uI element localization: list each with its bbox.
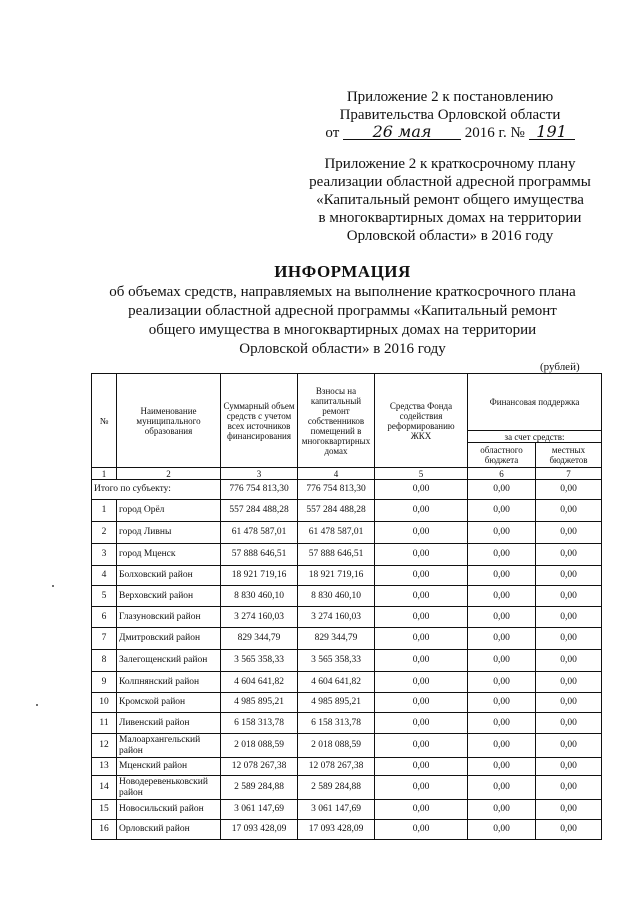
resolution-header <box>300 88 600 142</box>
row-total: 61 478 587,01 <box>221 522 298 544</box>
row-fund: 0,00 <box>375 758 468 776</box>
row-local: 0,00 <box>536 820 602 840</box>
row-regional: 0,00 <box>468 607 536 628</box>
resolution-header-line1: Приложение 2 к постановлению <box>346 89 554 105</box>
row-name: город Ливны <box>117 522 221 544</box>
table-row <box>92 522 602 544</box>
row-total: 3 274 160,03 <box>221 607 298 628</box>
total-local: 0,00 <box>536 480 602 500</box>
row-local: 0,00 <box>536 522 602 544</box>
row-regional: 0,00 <box>468 522 536 544</box>
row-total: 3 061 147,69 <box>221 800 298 820</box>
row-owners: 3 565 358,33 <box>298 650 375 672</box>
row-total: 12 078 267,38 <box>221 758 298 776</box>
row-number: 5 <box>92 586 117 607</box>
row-number: 6 <box>92 607 117 628</box>
row-owners: 4 985 895,21 <box>298 693 375 713</box>
row-local: 0,00 <box>536 713 602 734</box>
row-owners: 18 921 719,16 <box>298 566 375 586</box>
row-fund: 0,00 <box>375 820 468 840</box>
row-owners: 829 344,79 <box>298 628 375 650</box>
row-number: 16 <box>92 820 117 840</box>
header-owners: Взносы на капитальный ремонт собственников помещений в многоквартирных домах <box>298 374 375 468</box>
row-number: 11 <box>92 713 117 734</box>
row-local: 0,00 <box>536 566 602 586</box>
row-local: 0,00 <box>536 607 602 628</box>
row-total: 6 158 313,78 <box>221 713 298 734</box>
row-regional: 0,00 <box>468 734 536 758</box>
row-fund: 0,00 <box>375 776 468 800</box>
row-owners: 557 284 488,28 <box>298 500 375 522</box>
row-owners: 3 061 147,69 <box>298 800 375 820</box>
row-local: 0,00 <box>536 672 602 693</box>
col-number: 1 <box>92 468 117 480</box>
row-local: 0,00 <box>536 776 602 800</box>
header-name: Наименование муниципального образования <box>117 374 221 468</box>
row-regional: 0,00 <box>468 500 536 522</box>
row-name: Новосильский район <box>117 800 221 820</box>
scan-speck <box>52 585 54 587</box>
table-row <box>92 628 602 650</box>
col-number: 5 <box>375 468 468 480</box>
table-row <box>92 800 602 820</box>
row-regional: 0,00 <box>468 693 536 713</box>
row-fund: 0,00 <box>375 693 468 713</box>
row-name: Орловский район <box>117 820 221 840</box>
document-subtitle <box>70 283 615 359</box>
table-row <box>92 672 602 693</box>
row-fund: 0,00 <box>375 500 468 522</box>
scan-speck <box>36 704 38 706</box>
table-row <box>92 734 602 758</box>
row-name: Глазуновский район <box>117 607 221 628</box>
row-local: 0,00 <box>536 693 602 713</box>
row-regional: 0,00 <box>468 713 536 734</box>
units-label: (рублей) <box>540 361 580 373</box>
row-total: 17 093 428,09 <box>221 820 298 840</box>
row-fund: 0,00 <box>375 566 468 586</box>
header-local: местных бюджетов <box>536 443 602 468</box>
row-owners: 61 478 587,01 <box>298 522 375 544</box>
row-owners: 12 078 267,38 <box>298 758 375 776</box>
table-row <box>92 544 602 566</box>
total-owners: 776 754 813,30 <box>298 480 375 500</box>
row-name: Болховский район <box>117 566 221 586</box>
row-regional: 0,00 <box>468 544 536 566</box>
row-regional: 0,00 <box>468 672 536 693</box>
row-number: 7 <box>92 628 117 650</box>
row-owners: 4 604 641,82 <box>298 672 375 693</box>
row-owners: 2 589 284,88 <box>298 776 375 800</box>
row-name: Кромской район <box>117 693 221 713</box>
total-fund: 0,00 <box>375 480 468 500</box>
row-number: 12 <box>92 734 117 758</box>
row-fund: 0,00 <box>375 522 468 544</box>
row-total: 57 888 646,51 <box>221 544 298 566</box>
table-row <box>92 820 602 840</box>
plan-header <box>300 155 600 245</box>
row-fund: 0,00 <box>375 544 468 566</box>
row-name: Верховский район <box>117 586 221 607</box>
table-row <box>92 693 602 713</box>
total-row <box>92 480 602 500</box>
row-owners: 8 830 460,10 <box>298 586 375 607</box>
row-fund: 0,00 <box>375 607 468 628</box>
column-number-row <box>92 468 602 480</box>
col-number: 4 <box>298 468 375 480</box>
row-local: 0,00 <box>536 758 602 776</box>
document-title: ИНФОРМАЦИЯ <box>274 262 411 281</box>
row-name: Колпнянский район <box>117 672 221 693</box>
row-name: Дмитровский район <box>117 628 221 650</box>
plan-header-line1: Приложение 2 к краткосрочному плану <box>324 156 576 172</box>
row-fund: 0,00 <box>375 650 468 672</box>
total-regional: 0,00 <box>468 480 536 500</box>
subtitle-line1: об объемах средств, направляемых на выполнение краткосрочного плана <box>109 284 576 300</box>
header-support-sub: за счет средств: <box>468 431 602 443</box>
handwritten-number: 191 <box>529 124 575 140</box>
row-number: 1 <box>92 500 117 522</box>
plan-header-line3: «Капитальный ремонт общего имущества <box>316 192 584 208</box>
row-owners: 2 018 088,59 <box>298 734 375 758</box>
row-name: Мценский район <box>117 758 221 776</box>
col-number: 3 <box>221 468 298 480</box>
date-prefix: от <box>325 125 340 141</box>
row-number: 15 <box>92 800 117 820</box>
row-owners: 3 274 160,03 <box>298 607 375 628</box>
row-total: 3 565 358,33 <box>221 650 298 672</box>
total-label: Итого по субъекту: <box>92 480 221 500</box>
resolution-header-line2: Правительства Орловской области <box>339 107 561 123</box>
row-number: 13 <box>92 758 117 776</box>
plan-header-line2: реализации областной адресной программы <box>309 174 591 190</box>
row-regional: 0,00 <box>468 800 536 820</box>
col-number: 6 <box>468 468 536 480</box>
row-number: 9 <box>92 672 117 693</box>
row-regional: 0,00 <box>468 820 536 840</box>
row-name: город Орёл <box>117 500 221 522</box>
row-number: 3 <box>92 544 117 566</box>
row-owners: 6 158 313,78 <box>298 713 375 734</box>
col-number: 7 <box>536 468 602 480</box>
row-local: 0,00 <box>536 628 602 650</box>
row-total: 557 284 488,28 <box>221 500 298 522</box>
subtitle-line3: общего имущества в многоквартирных домах на территории <box>148 322 537 338</box>
row-fund: 0,00 <box>375 586 468 607</box>
row-regional: 0,00 <box>468 566 536 586</box>
row-number: 4 <box>92 566 117 586</box>
row-local: 0,00 <box>536 586 602 607</box>
header-regional: областного бюджета <box>468 443 536 468</box>
row-regional: 0,00 <box>468 650 536 672</box>
table-row <box>92 566 602 586</box>
table-row <box>92 650 602 672</box>
row-total: 2 589 284,88 <box>221 776 298 800</box>
row-number: 14 <box>92 776 117 800</box>
row-name: Малоархангельский район <box>117 734 221 758</box>
row-total: 18 921 719,16 <box>221 566 298 586</box>
plan-header-line4: в многоквартирных домах на территории <box>318 210 582 226</box>
row-local: 0,00 <box>536 544 602 566</box>
header-num: № <box>92 374 117 468</box>
row-total: 8 830 460,10 <box>221 586 298 607</box>
row-name: Ливенский район <box>117 713 221 734</box>
table-row <box>92 776 602 800</box>
row-number: 10 <box>92 693 117 713</box>
subtitle-line4: Орловской области» в 2016 году <box>239 341 446 357</box>
table-row <box>92 758 602 776</box>
row-number: 8 <box>92 650 117 672</box>
row-total: 4 604 641,82 <box>221 672 298 693</box>
header-fund: Средства Фонда содействия реформированию ЖКХ <box>375 374 468 468</box>
row-local: 0,00 <box>536 500 602 522</box>
subtitle-line2: реализации областной адресной программы «Капитальный ремонт <box>128 303 557 319</box>
row-fund: 0,00 <box>375 734 468 758</box>
row-local: 0,00 <box>536 800 602 820</box>
row-regional: 0,00 <box>468 758 536 776</box>
row-local: 0,00 <box>536 650 602 672</box>
handwritten-date: 26 мая <box>343 124 461 140</box>
header-support: Финансовая поддержка <box>468 374 602 431</box>
table-row <box>92 586 602 607</box>
plan-header-line5: Орловской области» в 2016 году <box>346 228 554 244</box>
row-total: 4 985 895,21 <box>221 693 298 713</box>
row-owners: 17 093 428,09 <box>298 820 375 840</box>
header-total: Суммарный объем средств с учетом всех источников финансирования <box>221 374 298 468</box>
row-fund: 0,00 <box>375 628 468 650</box>
row-owners: 57 888 646,51 <box>298 544 375 566</box>
row-regional: 0,00 <box>468 628 536 650</box>
total-total: 776 754 813,30 <box>221 480 298 500</box>
row-total: 829 344,79 <box>221 628 298 650</box>
row-name: город Мценск <box>117 544 221 566</box>
row-regional: 0,00 <box>468 776 536 800</box>
funding-table <box>91 373 602 840</box>
row-fund: 0,00 <box>375 672 468 693</box>
table-row <box>92 500 602 522</box>
row-fund: 0,00 <box>375 800 468 820</box>
row-local: 0,00 <box>536 734 602 758</box>
row-total: 2 018 088,59 <box>221 734 298 758</box>
date-year: 2016 г. № <box>464 125 525 141</box>
table-row <box>92 607 602 628</box>
row-name: Новодеревеньковский район <box>117 776 221 800</box>
row-fund: 0,00 <box>375 713 468 734</box>
row-regional: 0,00 <box>468 586 536 607</box>
col-number: 2 <box>117 468 221 480</box>
row-name: Залегощенский район <box>117 650 221 672</box>
resolution-date-line <box>325 124 574 142</box>
table-row <box>92 713 602 734</box>
row-number: 2 <box>92 522 117 544</box>
